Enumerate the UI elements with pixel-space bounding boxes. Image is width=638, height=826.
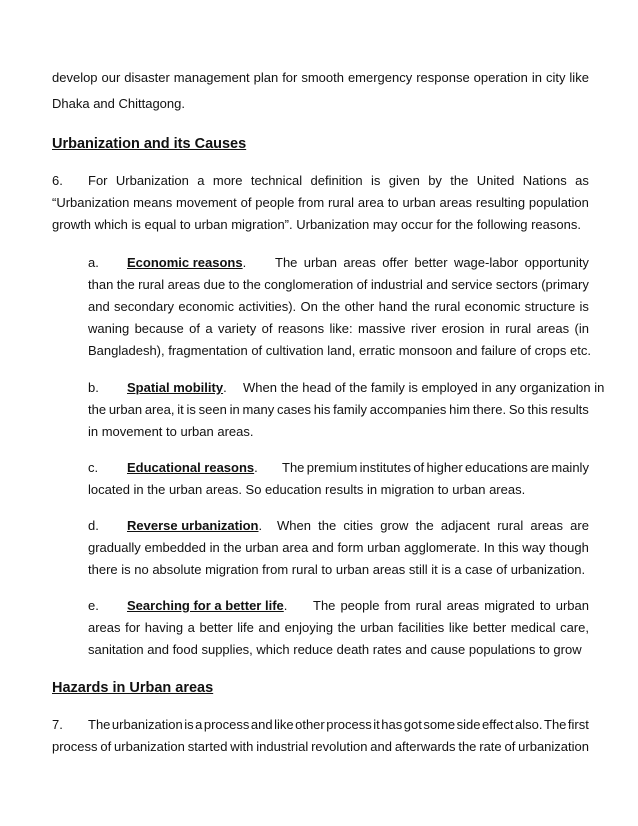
para6-line-2: “Urbanization means movement of people from rural area to urban areas resulting population <box>52 195 589 210</box>
item-d-line-2: there is no absolute migration from rural to urban areas still it is a case of urbanization. <box>88 562 586 577</box>
item-b-heading: Spatial mobility. <box>127 380 227 395</box>
item-d-title: Reverse urbanization <box>127 518 259 533</box>
item-a-line-2: and secondary economic activities). On the other hand the rural economic structure is <box>88 299 589 314</box>
item-b-lead: When the head of the family is employed in any organization in <box>243 380 605 395</box>
item-marker-e: e. <box>88 598 99 613</box>
para6-line-1: For Urbanization a more technical definition is given by the United Nations as <box>88 173 589 188</box>
para6-line-3: growth which is equal to urban migration”. Urbanization may occur for the following reasons. <box>52 217 581 232</box>
item-e-title: Searching for a better life <box>127 598 284 613</box>
item-e-lead: The people from rural areas migrated to urban <box>313 598 589 613</box>
para7-line-1: The urbanization is a process and like other process it has got some side effect also. The first <box>88 717 589 732</box>
item-d-lead: When the cities grow the adjacent rural areas are <box>277 518 589 533</box>
item-e-line-2: sanitation and food supplies, which reduce death rates and cause populations to grow <box>88 642 582 657</box>
item-d-heading: Reverse urbanization. <box>127 518 263 533</box>
item-c-heading: Educational reasons. <box>127 460 258 475</box>
item-marker-a: a. <box>88 255 99 270</box>
item-c-line-1: located in the urban areas. So education results in migration to urban areas. <box>88 482 526 497</box>
para-number-7: 7. <box>52 717 63 732</box>
para-number-6: 6. <box>52 173 63 188</box>
item-a-heading: Economic reasons. <box>127 255 247 270</box>
section-heading-hazards: Hazards in Urban areas <box>52 680 214 696</box>
item-e-line-1: areas for having a better life and enjoying the urban facilities like better medical care, <box>88 620 589 635</box>
para7-line-2: process of urbanization started with industrial revolution and afterwards the rate of urbanization <box>52 739 589 754</box>
intro-line-2: Dhaka and Chittagong. <box>52 96 185 111</box>
item-marker-b: b. <box>88 380 99 395</box>
intro-line-1: develop our disaster management plan for smooth emergency response operation in city like <box>52 70 589 85</box>
item-a-title: Economic reasons <box>127 255 243 270</box>
item-e-heading: Searching for a better life. <box>127 598 288 613</box>
item-c-lead: The premium institutes of higher educations are mainly <box>282 460 589 475</box>
item-c-title: Educational reasons <box>127 460 255 475</box>
item-a-lead: The urban areas offer better wage-labor opportunity <box>275 255 589 270</box>
item-b-line-1: the urban area, it is seen in many cases his family accompanies him there. So this results <box>88 402 589 417</box>
section-heading-urbanization: Urbanization and its Causes <box>52 136 247 152</box>
item-b-title: Spatial mobility <box>127 380 224 395</box>
item-b-line-2: in movement to urban areas. <box>88 424 254 439</box>
item-a-line-1: than the rural areas due to the conglomeration of industrial and service sectors (primary <box>88 277 589 292</box>
item-d-line-1: gradually embedded in the urban area and form urban agglomerate. In this way though <box>88 540 589 555</box>
item-marker-d: d. <box>88 518 99 533</box>
item-a-line-4: Bangladesh), fragmentation of cultivation land, erratic monsoon and failure of crops etc. <box>88 343 591 358</box>
item-marker-c: c. <box>88 460 99 475</box>
item-a-line-3: waning because of a variety of reasons like: massive river erosion in rural areas (in <box>88 321 589 336</box>
